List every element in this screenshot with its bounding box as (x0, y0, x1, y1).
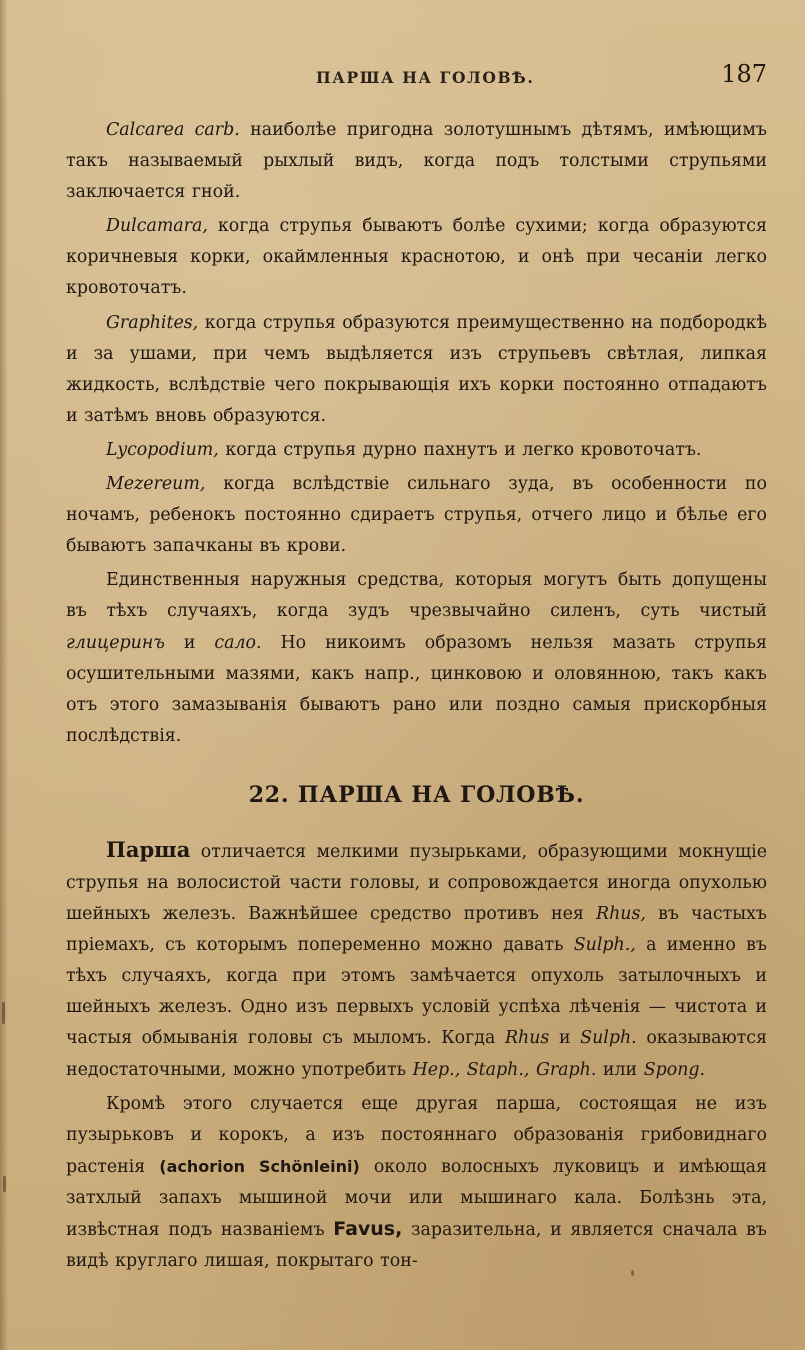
remedy-name: Mezereum, (106, 474, 206, 495)
paragraph-text: когда струпья дурно пахнутъ и легко кровоточатъ. (218, 439, 702, 460)
paragraph-dulcamara (66, 211, 767, 304)
text-run: Единственныя наружныя средства, которыя могутъ быть допущены въ тѣхъ случаяхъ, когда зудъ чрезвычайно силенъ, суть чистый (66, 570, 767, 622)
paragraph-text: когда струпья бываютъ болѣе сухими; когда образуются коричневыя корки, окаймленныя краснотою, и онѣ при чесаніи легко кровоточатъ. (66, 216, 767, 299)
paragraph-text: когда струпья образуются преимущественно на подбородкѣ и за ушами, при чемъ выдѣляется изъ струпьевъ свѣтлая, липкая жидкость, вслѣдствіе чего покрывающія ихъ корки постоянно отпадаютъ и затѣмъ вновь образуются. (66, 312, 767, 426)
paragraph-parsha (66, 834, 767, 1086)
remedy-lard: сало. (214, 632, 262, 653)
text-run: Кромѣ этого случается еще другая парша, состоящая не изъ пузырьковъ и корокъ, а изъ постояннаго образованія грибовиднаго растенія (66, 1093, 767, 1177)
remedy-rhus: Rhus, (596, 904, 646, 925)
paragraph-external-remedies (66, 565, 767, 752)
running-head: ПАРША НА ГОЛОВѢ. (316, 68, 535, 87)
text-run: отличается мелкими пузырьками, образующими мокнущіе струпья на волосистой части головы, и сопровождается иногда опухолью шейныхъ железъ. Важнѣйшее средство противъ нея (66, 841, 767, 925)
paragraph-text: наиболѣе пригодна золотушнымъ дѣтямъ, имѣющимъ такъ называемый рыхлый видъ, когда подъ толстыми струпьями заключается гной. (66, 120, 767, 203)
remedy-name: Dulcamara, (106, 216, 208, 237)
text-run: около волосныхъ луковицъ и имѣющая затхлый запахъ мышиной мочи или мышинаго кала. Болѣзнь эта, извѣстная подъ названіемъ (66, 1156, 767, 1240)
paragraph-graphites (66, 308, 767, 432)
paragraph-mezereum (66, 469, 767, 562)
latin-name: (achorion Schönleini) (159, 1156, 360, 1176)
paragraph-calcarea (66, 115, 767, 208)
text-run: или (596, 1059, 644, 1080)
text-run: и (549, 1028, 581, 1049)
remedy-name: Graphites, (106, 312, 199, 333)
remedy-name: Lycopodium, (106, 439, 219, 460)
remedy-spong: Spong. (643, 1059, 706, 1080)
text-run: заразительна, и является сначала въ видѣ круглаго лишая, покрытаго тон- (66, 1220, 767, 1272)
paragraph-favus (66, 1089, 767, 1278)
remedy-sulph: Sulph., (573, 935, 636, 956)
paper-spot (2, 1002, 5, 1024)
remedy-sulph: Sulph. (580, 1028, 637, 1049)
remedy-list: Hep., Staph., Graph. (412, 1059, 597, 1080)
paper-spot (631, 1270, 634, 1276)
section-heading: 22. ПАРША НА ГОЛОВѢ. (248, 781, 585, 808)
text-run: Но никоимъ образомъ нельзя мазать струпья осушительными мазями, какъ напр., цинковою и оловянною, такъ какъ отъ этого замазыванія бываютъ рано или поздно самыя прискорбныя послѣдствія. (66, 632, 767, 746)
paragraph-text: когда вслѣдствіе сильнаго зуда, въ особенности по ночамъ, ребенокъ постоянно сдираетъ струпья, отчего лицо и бѣлье его бываютъ запачканы въ крови. (66, 474, 767, 557)
text-run: въ частыхъ пріемахъ, съ которымъ попеременно можно давать (66, 904, 767, 956)
text-run: а именно въ тѣхъ случаяхъ, когда при этомъ замѣчается опухоль затылочныхъ и шейныхъ железъ. Одно изъ первыхъ условій успѣха лѣченія — чистота и частыя обмыванія головы съ мыломъ. Когда (66, 935, 767, 1049)
remedy-name: Calcarea carb. (106, 120, 240, 140)
text-column (66, 115, 767, 1280)
page-edge-shadow (0, 0, 8, 1350)
paper-spot (3, 1176, 6, 1192)
remedy-glycerin: глицеринъ (66, 632, 165, 653)
remedy-rhus: Rhus (504, 1028, 550, 1049)
term-favus: Favus, (333, 1218, 403, 1240)
text-run: оказываются недостаточными, можно употребить (66, 1028, 767, 1080)
text-run: и (164, 632, 215, 653)
paragraph-lycopodium (66, 435, 767, 466)
page-number: 187 (721, 60, 767, 88)
lead-word: Парша (106, 836, 191, 862)
